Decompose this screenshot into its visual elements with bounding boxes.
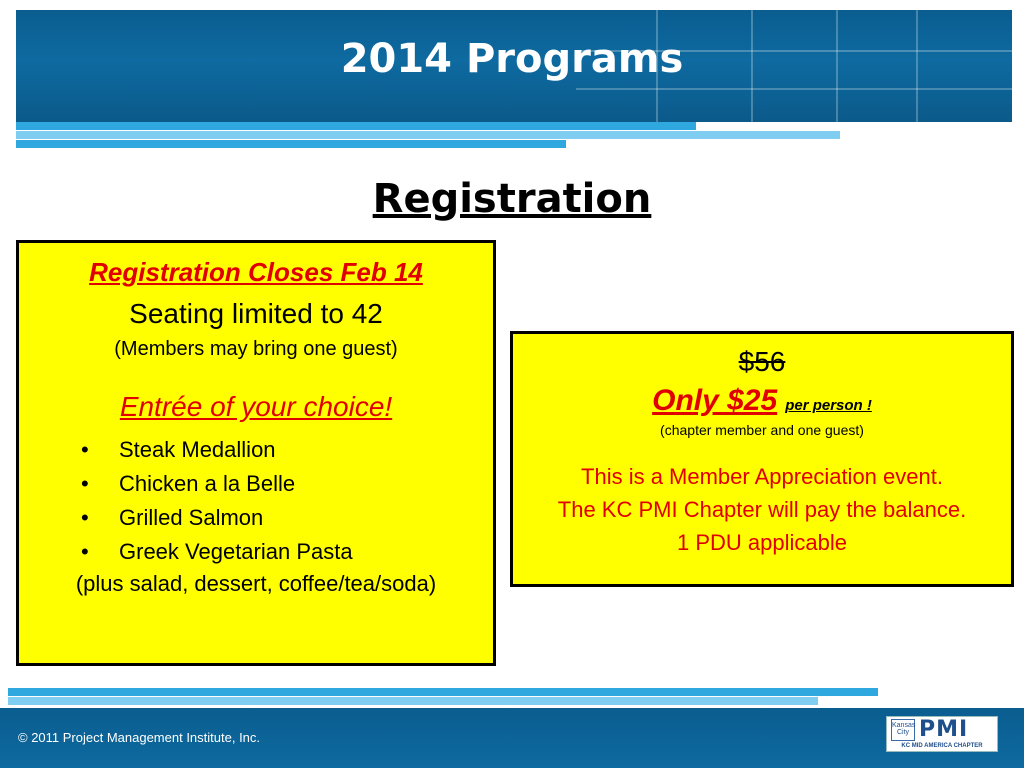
appreciation-line: 1 PDU applicable xyxy=(677,530,847,555)
copyright-text: © 2011 Project Management Institute, Inc. xyxy=(18,730,261,745)
pmi-logo-text: PMI xyxy=(919,717,969,742)
new-price-line xyxy=(513,384,1011,418)
pmi-chapter-logo xyxy=(886,716,998,752)
extras-text: (plus salad, dessert, coffee/tea/soda) xyxy=(75,571,437,596)
pricing-box xyxy=(510,331,1014,587)
entree-heading: Entrée of your choice! xyxy=(119,391,393,422)
price-note: (chapter member and one guest) xyxy=(660,422,864,438)
entree-list xyxy=(19,433,493,569)
seating-text: Seating limited to 42 xyxy=(129,298,383,329)
header-accent-bar xyxy=(16,131,840,139)
registration-closes-text: Registration Closes Feb 14 xyxy=(89,257,423,287)
old-price: $56 xyxy=(738,346,786,377)
registration-details-box xyxy=(16,240,496,666)
appreciation-line: The KC PMI Chapter will pay the balance. xyxy=(557,497,967,522)
section-title-text: Registration xyxy=(372,176,652,222)
list-item: • Greek Vegetarian Pasta xyxy=(81,535,493,569)
header-accent-bar xyxy=(16,140,566,148)
appreciation-line: This is a Member Appreciation event. xyxy=(581,464,943,489)
slide-title: 2014 Programs xyxy=(340,36,684,82)
header-accent-bar xyxy=(16,122,696,130)
list-item: • Steak Medallion xyxy=(81,433,493,467)
per-person-text: per person ! xyxy=(785,397,872,414)
list-item: • Grilled Salmon xyxy=(81,501,493,535)
footer-accent-bar xyxy=(8,688,878,696)
members-guest-text: (Members may bring one guest) xyxy=(114,338,398,360)
appreciation-text xyxy=(513,460,1011,559)
list-item: • Chicken a la Belle xyxy=(81,467,493,501)
kansas-city-logo-mark: Kansas City xyxy=(891,719,915,741)
footer-accent-bar xyxy=(8,697,818,705)
new-price: Only $25 xyxy=(652,384,778,417)
section-heading xyxy=(0,176,1024,222)
chapter-name-text: KC MID AMERICA CHAPTER xyxy=(901,743,983,749)
